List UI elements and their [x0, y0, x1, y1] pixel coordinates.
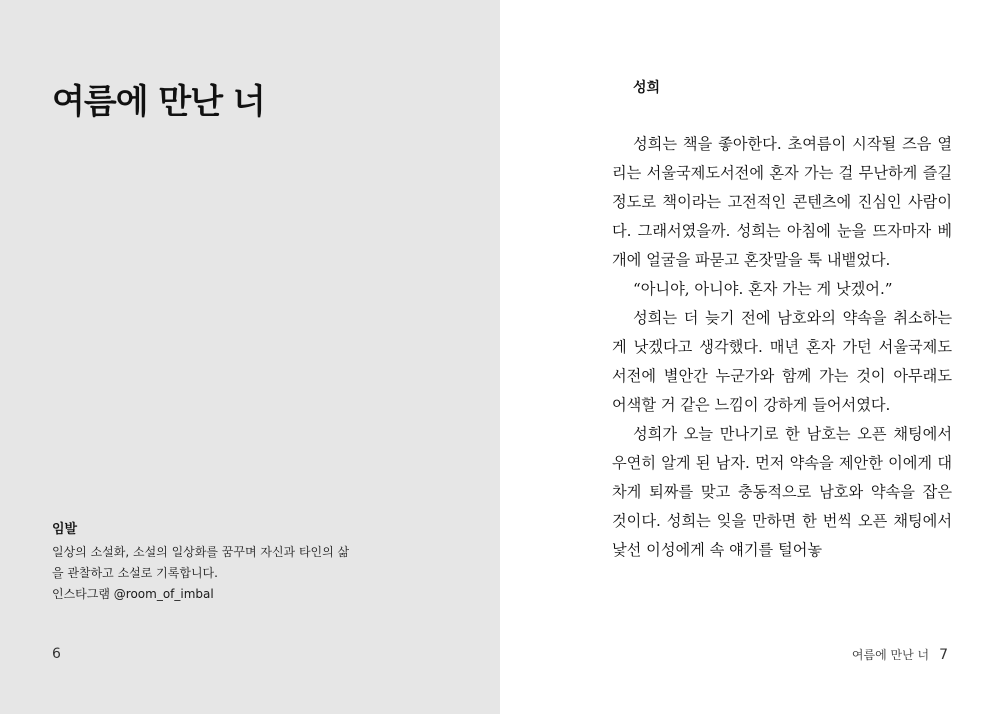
author-instagram: 인스타그램 @room_of_imbal — [52, 587, 214, 601]
paragraph: 성희는 책을 좋아한다. 초여름이 시작될 즈음 열리는 서울국제도서전에 혼자 가는 걸 무난하게 즐길 정도로 책이라는 고전적인 콘텐츠에 진심인 사람이다. 그래서였을까. 성희는 아침에 눈을 뜨자마자 베개에 얼굴을 파묻고 혼잣말을 툭 내뱉었다. — [612, 135, 952, 269]
author-info — [52, 520, 372, 605]
paragraph: 성희는 더 늦기 전에 남호와의 약속을 취소하는 게 낫겠다고 생각했다. 매년 혼자 가던 서울국제도서전에 별안간 누군가와 함께 가는 것이 아무래도 어색할 거 같은 느낌이 강하게 들어서였다. — [612, 309, 952, 414]
author-bio: 일상의 소설화, 소설의 일상화를 꿈꾸며 자신과 타인의 삶을 관찰하고 소설로 기록합니다. — [52, 545, 350, 580]
running-title: 여름에 만난 너 — [851, 648, 930, 662]
section-title: 성희 — [633, 80, 661, 96]
book-title: 여름에 만난 너 — [52, 82, 265, 122]
page-number-left: 6 — [52, 646, 61, 662]
page-footer-right — [852, 646, 948, 663]
right-page — [500, 0, 1000, 714]
body-text — [612, 130, 952, 565]
paragraph: “아니야, 아니야. 혼자 가는 게 낫겠어.” — [633, 280, 893, 298]
page-number-right: 7 — [939, 647, 948, 663]
paragraph: 성희가 오늘 만나기로 한 남호는 오픈 채팅에서 우연히 알게 된 남자. 먼저 약속을 제안한 이에게 대차게 퇴짜를 맞고 충동적으로 남호와 약속을 잡은 것이다. 성희는 잊을 만하면 한 번씩 오픈 채팅에서 낯선 이성에게 속 얘기를 털어놓 — [612, 425, 952, 559]
author-name: 임발 — [52, 522, 78, 537]
